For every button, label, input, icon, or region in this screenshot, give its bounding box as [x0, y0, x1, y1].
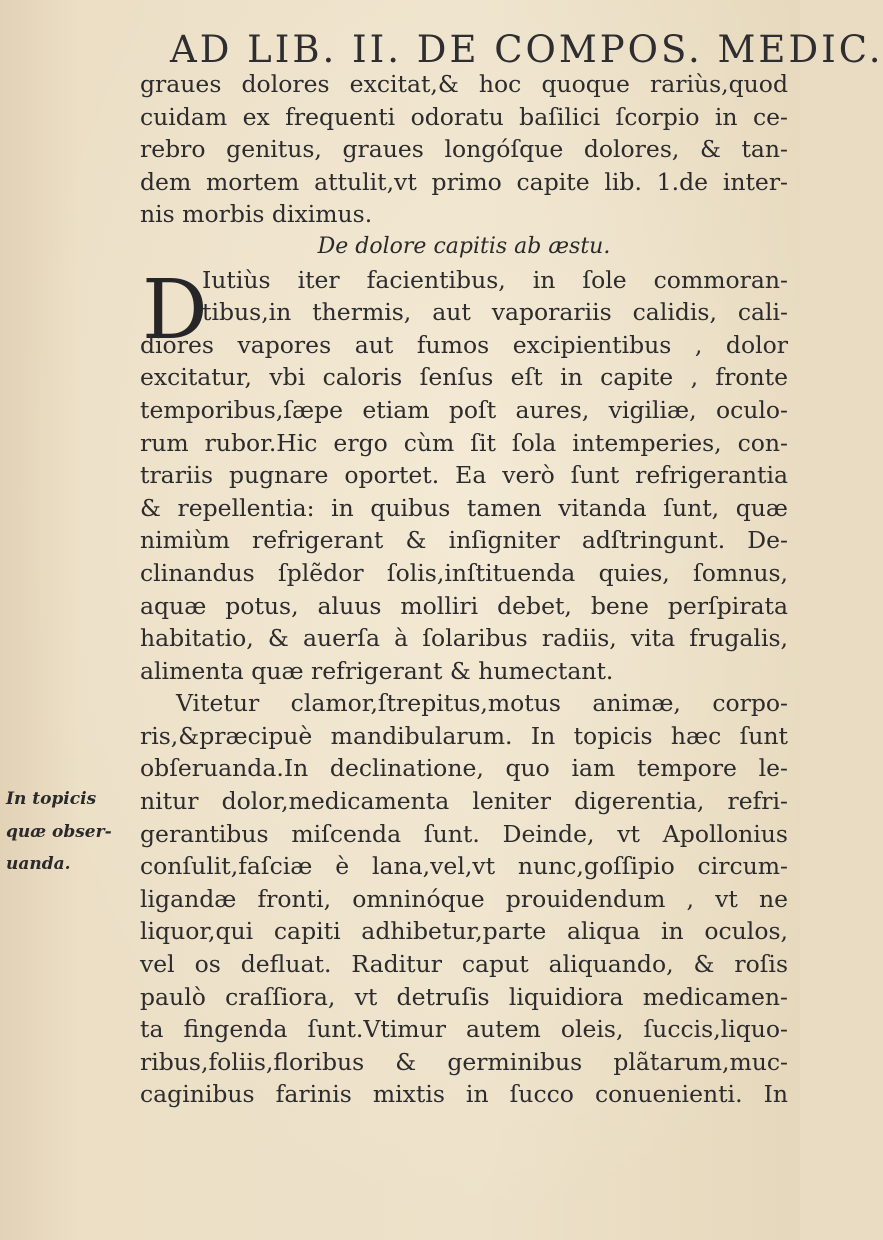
text-line: paulò craſſiora, vt detruſis liquidiora medicamen- [140, 982, 788, 1011]
drop-initial: D [142, 263, 208, 358]
text-line: graues dolores excitat,& hoc quoque rariùs,quod [140, 70, 788, 98]
text-line: excitatur, vbi caloris ſenſus eſt in capite , fronte [140, 363, 788, 392]
text-line: Vitetur clamor,ſtrepitus,motus animæ, corpo- [176, 689, 788, 718]
text-line: tibus,in thermis, aut vaporariis calidis, cali- [202, 298, 788, 327]
text-line: nitur dolor,medicamenta leniter digerentia, refri- [140, 787, 788, 816]
body-text [140, 68, 790, 1111]
text-line: caginibus farinis mixtis in ſucco conuenienti. In [140, 1080, 788, 1109]
text-line: aquæ potus, aluus molliri debet, bene perſpirata [140, 591, 788, 620]
text-line: Iutiùs iter facientibus, in ſole commoran- [202, 265, 788, 294]
text-line: nimiùm refrigerant & inſigniter adſtringunt. De- [140, 526, 788, 555]
text-line: rum rubor.Hic ergo cùm ſit ſola intemperies, con- [140, 428, 788, 457]
section-subheading: De dolore capitis ab æstu. [317, 233, 611, 259]
text-line: ris,&præcipuè mandibularum. In topicis hæc ſunt [140, 721, 788, 750]
text-line: conſulit,faſciæ è lana,vel,vt nunc,goſſipio circum- [140, 852, 788, 881]
running-head: AD LIB. II. DE COMPOS. MEDIC. [170, 28, 883, 71]
text-line: cuidam ex frequenti odoratu baſilici ſcorpio in ce- [140, 102, 788, 131]
text-line: habitatio, & auerſa à ſolaribus radiis, vita frugalis, [140, 624, 788, 653]
text-line: trariis pugnare oportet. Ea verò ſunt refrigerantia [140, 461, 788, 490]
text-line: nis morbis diximus. [140, 200, 373, 229]
text-line: vel os defluat. Raditur caput aliquando, & roſis [140, 950, 788, 979]
marginal-note [6, 783, 126, 881]
text-line: clinandus ſplẽdor ſolis,inſtituenda quies, ſomnus, [140, 558, 788, 587]
text-line: & repellentia: in quibus tamen vitanda ſunt, quæ [140, 493, 788, 522]
text-line: dem mortem attulit,vt primo capite lib. 1.de inter- [140, 167, 788, 196]
text-line: rebro genitus, graues longóſque dolores, & tan- [140, 135, 788, 164]
text-line: liquor,qui capiti adhibetur,parte aliqua in oculos, [140, 917, 788, 946]
text-line: temporibus,ſæpe etiam poſt aures, vigiliæ, oculo- [140, 395, 788, 424]
text-line: alimenta quæ refrigerant & humectant. [140, 656, 614, 685]
text-line: ligandæ fronti, omninóque prouidendum , vt ne [140, 884, 788, 913]
text-line: diores vapores aut fumos excipientibus , dolor [140, 330, 788, 359]
marginal-note-line: uanda. [6, 854, 71, 875]
marginal-note-line: quæ obser- [6, 821, 112, 842]
text-line: ribus,foliis,floribus & germinibus plãtarum,muc- [140, 1047, 788, 1076]
text-line: gerantibus miſcenda ſunt. Deinde, vt Apollonius [140, 819, 788, 848]
text-line: ta fingenda ſunt.Vtimur autem oleis, ſuccis,liquo- [140, 1015, 788, 1044]
text-line: obſeruanda.In declinatione, quo iam tempore le- [140, 754, 788, 783]
marginal-note-line: In topicis [6, 789, 97, 809]
